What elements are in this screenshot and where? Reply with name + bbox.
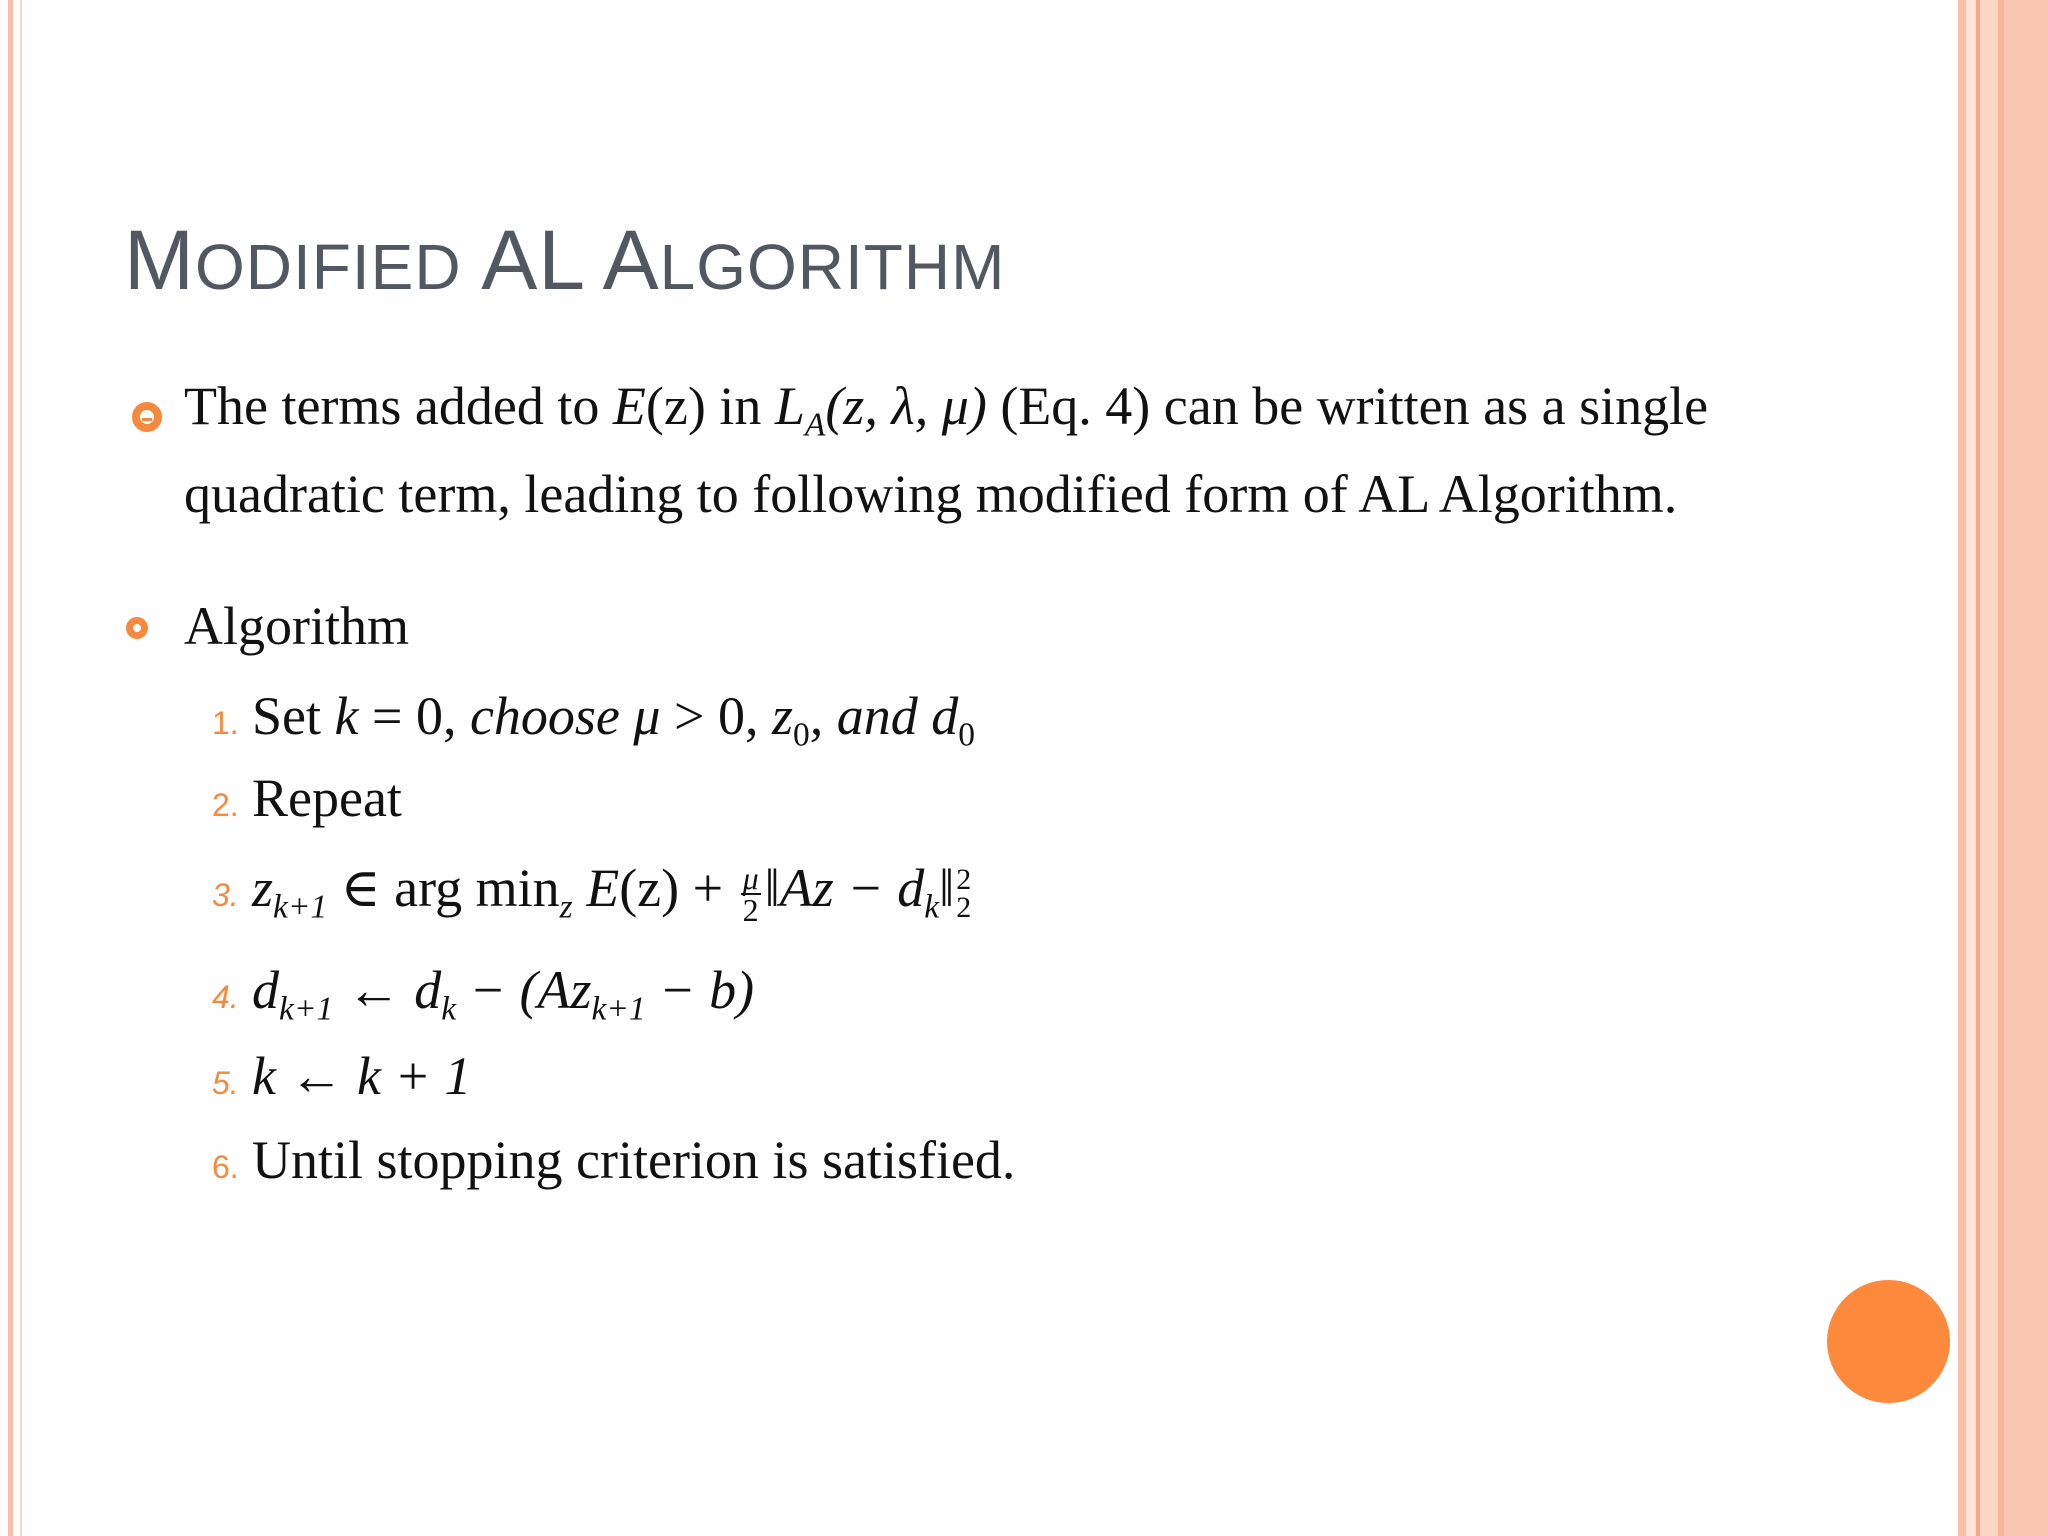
step-number: 4. xyxy=(212,979,239,1015)
math-symbol: k xyxy=(334,686,359,746)
math-text: = 0, xyxy=(358,686,470,746)
math-subscript: k xyxy=(924,888,940,926)
math-symbol: d xyxy=(414,960,442,1020)
orange-circle-decoration xyxy=(1827,1280,1950,1403)
math-text: choose μ xyxy=(469,686,661,746)
math-symbol: L xyxy=(774,376,805,436)
math-text: (z) + xyxy=(619,858,737,918)
math-text: > 0, xyxy=(660,686,772,746)
right-border-stripe xyxy=(1966,0,1976,1536)
algorithm-step xyxy=(212,858,971,938)
math-text: ‖ xyxy=(939,858,955,918)
math-symbol: E xyxy=(572,858,620,918)
step-number: 1. xyxy=(212,705,239,741)
math-args: (z) xyxy=(645,376,706,436)
algorithm-step xyxy=(212,1130,1015,1197)
norm-exponent xyxy=(956,862,972,924)
math-subscript: 0 xyxy=(793,716,810,754)
circle-bullet-icon xyxy=(126,617,148,639)
title-letter: M xyxy=(124,213,195,307)
algorithm-step xyxy=(212,686,975,766)
title-text: LGORITHM xyxy=(659,231,1006,303)
title-text: AL xyxy=(481,213,583,307)
algorithm-step xyxy=(212,960,754,1040)
math-text: k ← k + 1 xyxy=(252,1046,472,1106)
math-subscript: z xyxy=(559,888,573,926)
math-subscript: k+1 xyxy=(591,990,646,1028)
bullet-text: The terms added to xyxy=(184,376,613,436)
math-symbol: d xyxy=(252,960,279,1020)
step-text: Set xyxy=(252,686,335,746)
left-border-line-thin xyxy=(20,0,22,1536)
right-border-stripe xyxy=(2004,0,2048,1536)
fraction-numerator: μ xyxy=(742,859,759,896)
step-number: 3. xyxy=(212,877,239,913)
bullet-heading: Algorithm xyxy=(184,596,409,656)
math-text: − (Az xyxy=(456,960,592,1020)
right-border-stripe xyxy=(1958,0,1966,1536)
step-number: 6. xyxy=(212,1149,239,1185)
math-symbol: E xyxy=(612,376,646,436)
left-border-line xyxy=(8,0,13,1536)
math-text: − b) xyxy=(645,960,755,1020)
math-subscript: k+1 xyxy=(273,888,328,926)
algorithm-step xyxy=(212,768,402,835)
math-superscript: 2 xyxy=(956,862,972,896)
step-number: 2. xyxy=(212,787,239,823)
step-text: Repeat xyxy=(252,768,402,828)
math-symbol: z xyxy=(252,858,274,918)
math-subscript: 2 xyxy=(956,890,972,924)
bullet-text: in xyxy=(705,376,775,436)
fraction-denominator: 2 xyxy=(742,891,759,928)
math-subscript: A xyxy=(804,406,826,444)
math-symbol: z xyxy=(771,686,793,746)
math-text: ← xyxy=(333,960,415,1020)
math-fraction xyxy=(741,859,761,928)
math-text: ∈ arg min xyxy=(327,858,560,918)
title-text: ODIFIED xyxy=(194,231,462,303)
math-text: ‖Az − d xyxy=(764,858,925,918)
math-subscript: k xyxy=(441,990,457,1028)
math-args: (z, λ, μ) xyxy=(825,376,987,436)
math-subscript: 0 xyxy=(958,716,975,754)
algorithm-step xyxy=(212,1046,471,1113)
step-number: 5. xyxy=(212,1065,239,1101)
title-letter: A xyxy=(602,213,660,307)
bullet-text: (Eq. 4) can be written as a single quadratic term, leading to following modified form of AL Algorithm. xyxy=(184,376,1709,524)
slide-title xyxy=(124,212,1005,309)
right-border-stripe xyxy=(1980,0,1998,1536)
math-subscript: k+1 xyxy=(279,990,334,1028)
circle-bullet-icon xyxy=(132,402,162,432)
bullet-paragraph xyxy=(184,372,1784,528)
step-text: Until stopping criterion is satisfied. xyxy=(252,1130,1016,1190)
math-text: , and d xyxy=(809,686,959,746)
